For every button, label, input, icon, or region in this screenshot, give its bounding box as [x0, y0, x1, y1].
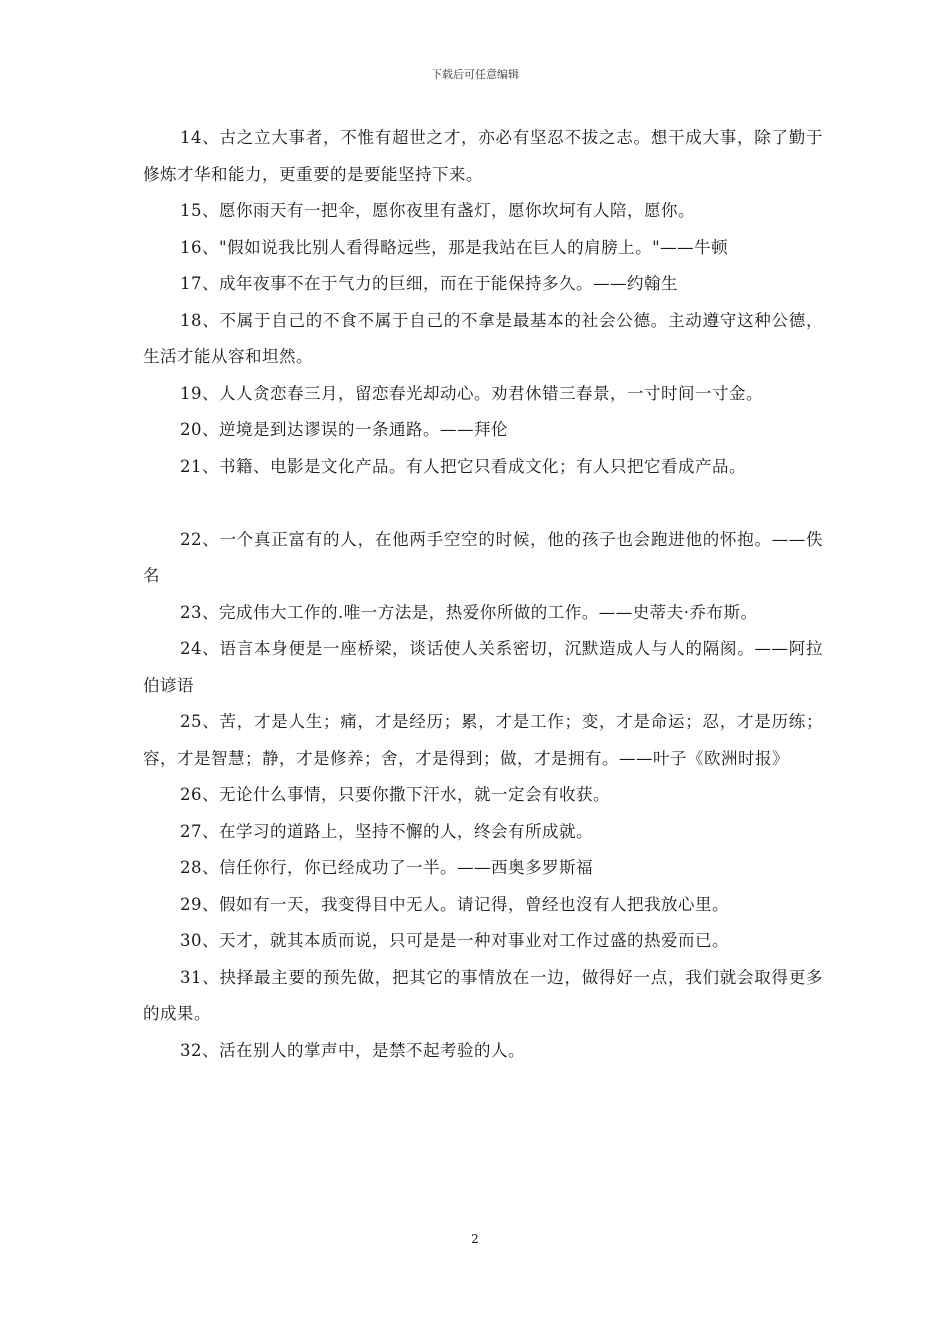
paragraph-30: 30、天才，就其本质而说，只可是是一种对事业对工作过盛的热爱而已。: [180, 931, 729, 950]
paragraph-29: 29、假如有一天，我变得目中无人。请记得，曾经也沒有人把我放心里。: [180, 894, 729, 914]
document-body: [143, 120, 823, 1069]
paragraph-19: 19、人人贪恋春三月，留恋春光却动心。劝君休错三春景，一寸时间一寸金。: [180, 383, 763, 403]
paragraph-17: 17、成年夜事不在于气力的巨细，而在于能保持多久。——约翰生: [180, 274, 678, 293]
paragraph-28: 28、信任你行，你已经成功了一半。——西奥多罗斯福: [180, 858, 593, 877]
page-header: 下载后可任意编辑: [431, 68, 519, 81]
paragraph-16: 16、"假如说我比别人看得略远些，那是我站在巨人的肩膀上。"——牛顿: [180, 237, 729, 257]
page-number: 2: [471, 1232, 479, 1246]
paragraph-23: 23、完成伟大工作的.唯一方法是，热爱你所做的工作。——史蒂夫·乔布斯。: [180, 602, 758, 622]
paragraph-20: 20、逆境是到达谬误的一条通路。——拜伦: [180, 420, 508, 439]
paragraph-22: 22、一个真正富有的人，在他两手空空的时候，他的孩子也会跑进他的怀抱。——佚名: [143, 529, 823, 585]
paragraph-24: 24、语言本身便是一座桥梁，谈话使人关系密切，沉默造成人与人的隔阂。——阿拉伯谚语: [143, 639, 823, 695]
paragraph-21: 21、书籍、电影是文化产品。有人把它只看成文化；有人只把它看成产品。: [180, 456, 746, 476]
paragraph-26: 26、无论什么事情，只要你撒下汗水，就一定会有收获。: [180, 785, 610, 804]
paragraph-27: 27、在学习的道路上，坚持不懈的人，终会有所成就。: [180, 821, 593, 841]
paragraph-15: 15、愿你雨天有一把伞，愿你夜里有盏灯，愿你坎坷有人陪，愿你。: [180, 201, 695, 220]
paragraph-18: 18、不属于自己的不食不属于自己的不拿是最基本的社会公德。主动遵守这种公德，生活才能从容和坦然。: [143, 310, 823, 366]
paragraph-14: 14、古之立大事者，不惟有超世之才，亦必有坚忍不拔之志。想干成大事，除了勤于修炼才华和能力，更重要的是要能坚持下来。: [143, 128, 823, 184]
paragraph-25: 25、苦，才是人生；痛，才是经历；累，才是工作；变，才是命运；忍，才是历练；容，才是智慧；静，才是修养；舍，才是得到；做，才是拥有。——叶子《欧洲时报》: [143, 712, 823, 768]
paragraph-31: 31、抉择最主要的预先做，把其它的事情放在一边，做得好一点，我们就会取得更多的成果。: [143, 967, 823, 1023]
paragraph-32: 32、活在别人的掌声中，是禁不起考验的人。: [180, 1040, 525, 1060]
paragraph-gap: [143, 485, 823, 522]
